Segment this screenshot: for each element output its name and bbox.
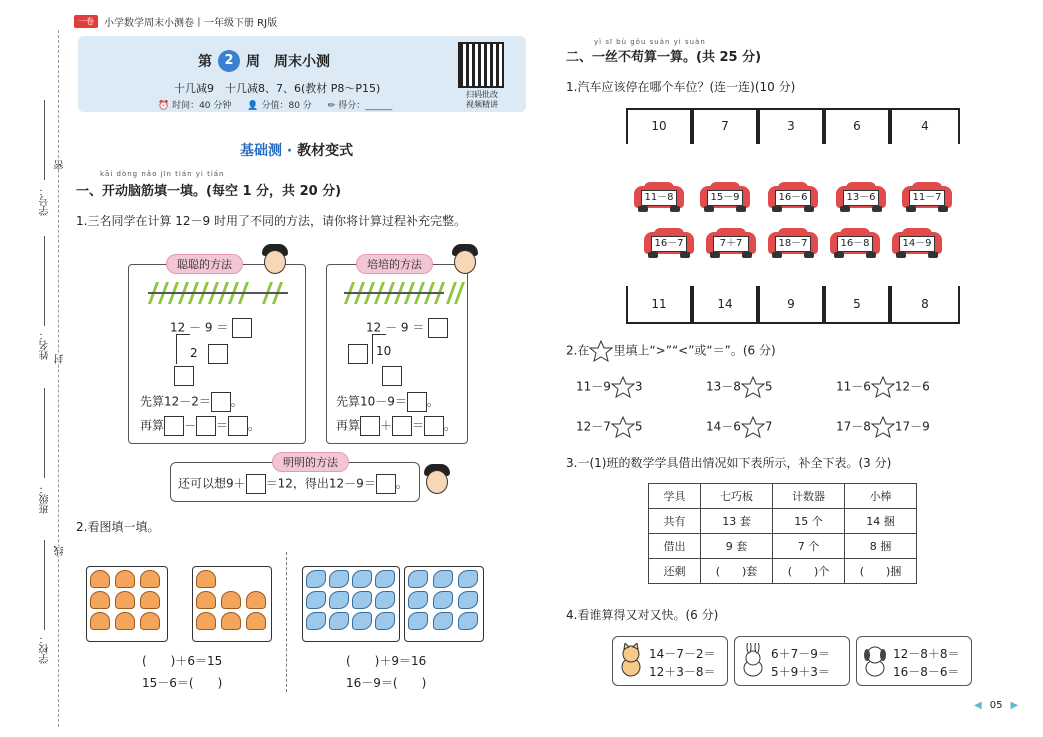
name-field[interactable] [44,236,45,326]
op: － [184,418,197,433]
car[interactable] [892,226,942,258]
compare-item [576,376,643,398]
period: 。 [395,476,408,491]
table-answer-cell[interactable]: ( )套 [701,559,773,584]
car[interactable] [768,226,818,258]
congcong-eq [170,318,252,338]
car-plate: 16－8 [837,236,873,252]
cut-line [58,30,59,727]
dog-icon [861,643,889,677]
star-input[interactable] [871,416,895,438]
slot-top[interactable]: 4 [890,108,960,144]
split-line [372,334,373,364]
shells-group-1 [90,570,162,630]
star-input[interactable] [611,416,635,438]
lhs: 14－6 [706,419,741,434]
table-header-cell: 计数器 [773,484,845,509]
slot-top[interactable]: 3 [758,108,824,144]
got-text: 得分：______ [338,101,393,111]
peipei-avatar [452,244,478,274]
car-plate: 16－6 [775,190,811,206]
answer-box[interactable] [392,416,412,436]
top-bar [74,14,277,29]
school-label: 学校： [40,634,51,664]
answer-box[interactable] [228,416,248,436]
table-header-row [649,484,917,509]
loan-table [648,483,917,584]
part2-q1: 1.汽车应该停在哪个车位？(连一连)(10 分) [566,80,796,94]
car[interactable] [644,226,694,258]
table-cell: 借出 [649,534,701,559]
compare-item [836,376,930,398]
period: 。 [248,418,261,433]
car-plate: 13－6 [843,190,879,206]
slot-bottom[interactable]: 11 [626,286,692,322]
page-footer [974,700,1018,711]
rhs: 7 [764,419,773,434]
table-cell: 13 套 [701,509,773,534]
part1-pinyin: kāi dòng nǎo jīn tián yi tián [100,170,225,178]
fill-b2: 16－9＝( ) [346,676,427,690]
q2-pre: 2.在 [566,343,590,358]
rhs: 5 [764,379,773,394]
congcong-step1 [140,392,243,412]
rhs: 17－9 [894,419,930,434]
car[interactable] [700,180,750,212]
got-info: ✏ 得分：______ [327,101,393,111]
section-label [240,140,353,160]
congcong-split: 2 [190,346,198,360]
mingming-pill: 明明的方法 [272,452,349,472]
congcong-eq-text: 12 － 9 ＝ [170,320,229,335]
section-label-sep: · [286,143,293,159]
header-meta [158,98,392,111]
student-id-field[interactable] [44,100,45,180]
table-header-cell: 学具 [649,484,701,509]
table-answer-cell[interactable]: ( )捆 [845,559,917,584]
time-text: 时间：40 分钟 [172,101,232,111]
answer-box[interactable] [407,392,427,412]
answer-box[interactable] [376,474,396,494]
calc-line: 16－8－6＝ [893,665,960,679]
lhs: 12－7 [576,419,611,434]
car-plate: 7＋7 [713,236,749,252]
qr-caption: 扫码批改 视频精讲 [466,90,498,109]
section-label-a: 基础测 [240,143,282,159]
answer-box[interactable] [211,392,231,412]
congcong-sticks [148,282,298,304]
school-field[interactable] [44,540,45,630]
peipei-pill: 培培的方法 [356,254,433,274]
part2-q4: 4.看谁算得又对又快。(6 分) [566,608,719,622]
section-label-b: 教材变式 [297,143,354,159]
car-plate: 11－8 [641,190,677,206]
score-text: 分值：80 分 [261,101,312,111]
qr-code[interactable] [458,42,504,88]
answer-box[interactable] [382,366,402,386]
lhs: 11－9 [576,379,611,394]
slot-top[interactable]: 7 [692,108,758,144]
divider [286,552,287,692]
book-title: 小学数学周末小测卷丨一年级下册 RJ版 [104,18,278,29]
compare-item [836,416,930,438]
seal-mark-1: 密 [55,160,66,170]
car-plate: 16－7 [651,236,687,252]
car-plate: 11－7 [909,190,945,206]
calc-card-dog [856,636,972,686]
step2-text: 再算 [336,418,361,433]
student-id-label: 学号： [40,186,51,216]
slot-bottom[interactable]: 8 [890,286,960,322]
answer-box[interactable] [428,318,448,338]
table-cell: 14 捆 [845,509,917,534]
car-plate: 15－9 [707,190,743,206]
car[interactable] [634,180,684,212]
car[interactable] [706,226,756,258]
part1-title: 一、开动脑筋填一填。(每空 1 分，共 20 分) [76,184,342,199]
time-info: ⏰ 时间：40 分钟 [158,101,232,111]
header-title [198,50,330,72]
table-header-cell: 小棒 [845,484,917,509]
op: ＋ [380,418,393,433]
congcong-pill: 聪聪的方法 [166,254,243,274]
answer-box[interactable] [174,366,194,386]
answer-box[interactable] [348,344,368,364]
title-suffix: 周 周末小测 [246,54,330,70]
name-label: 姓名： [40,330,51,360]
calc-line: 5＋9＋3＝ [771,665,830,679]
seal-mark-2: 封 [55,354,66,364]
step1-text: 先算12－2＝ [140,394,211,409]
peipei-sticks [344,282,464,304]
table-row [649,534,917,559]
table-cell: 7 个 [773,534,845,559]
rhs: 3 [634,379,643,394]
step1-text: 先算10－9＝ [336,394,407,409]
mingming-avatar [424,464,450,494]
q2-post: 里填上“>”“<”或“＝”。(6 分) [613,343,776,358]
congcong-avatar [262,244,288,274]
peipei-step2 [336,416,456,436]
peipei-eq [366,318,448,338]
peipei-step1 [336,392,439,412]
answer-box[interactable] [424,416,444,436]
table-cell: 9 套 [701,534,773,559]
compare-item [576,416,643,438]
op: ＝ [216,418,229,433]
star-input[interactable] [741,376,765,398]
rabbit-icon [739,643,767,677]
car-plate: 14－9 [899,236,935,252]
part1-q2: 2.看图填一填。 [76,520,160,534]
part2-q2 [566,340,776,362]
table-cell: 共有 [649,509,701,534]
book-tag: 一卷 [74,15,98,28]
slot-bottom[interactable]: 5 [824,286,890,322]
page-number: 05 [989,700,1003,711]
part2-title: 二、一丝不苟算一算。(共 25 分) [566,50,762,65]
star-input[interactable] [611,376,635,398]
seal-mark-3: 线 [55,546,66,556]
star-input[interactable] [871,376,895,398]
mingming-pre: 还可以想9＋ [178,476,246,491]
table-answer-cell[interactable]: ( )个 [773,559,845,584]
car[interactable] [902,180,952,212]
slot-top[interactable]: 10 [626,108,692,144]
step2-text: 再算 [140,418,165,433]
calc-line: 6＋7－9＝ [771,647,830,661]
calc-line: 12－8＋8＝ [893,647,960,661]
slot-bottom[interactable]: 9 [758,286,824,322]
compare-item [706,376,773,398]
mingming-eq [178,474,408,494]
binding-strip [0,0,70,737]
congcong-step2 [140,416,260,436]
car[interactable] [768,180,818,212]
header-panel [78,36,526,112]
next-arrow-icon[interactable]: ▶ [1010,700,1019,711]
split-line [176,334,177,364]
class-label: 班级： [40,484,51,514]
period: 。 [426,394,439,409]
table-cell: 还剩 [649,559,701,584]
shells-group-3 [306,570,395,630]
lhs: 17－8 [836,419,871,434]
compare-item [706,416,773,438]
parking-bottom-border [626,322,960,324]
car-plate: 18－7 [775,236,811,252]
answer-box[interactable] [232,318,252,338]
slot-bottom[interactable]: 14 [692,286,758,322]
shells-group-4 [408,570,480,630]
mingming-mid: ＝12，得出12－9＝ [265,476,376,491]
class-field[interactable] [44,388,45,478]
star-input[interactable] [741,416,765,438]
part2-pinyin: yì sī bù gǒu suàn yi suàn [594,38,706,46]
period: 。 [230,394,243,409]
table-header-cell: 七巧板 [701,484,773,509]
table-cell: 15 个 [773,509,845,534]
calc-card-rabbit [734,636,850,686]
part1-q1: 1.三名同学在计算 12－9 时用了不同的方法，请你将计算过程补充完整。 [76,214,466,228]
answer-box[interactable] [196,416,216,436]
lhs: 11－6 [836,379,871,394]
table-cell: 8 捆 [845,534,917,559]
split-line [176,334,190,335]
part2-q3: 3.一(1)班的数学学具借出情况如下表所示，补全下表。(3 分) [566,456,892,470]
peipei-eq-text: 12 － 9 ＝ [366,320,425,335]
fill-b1: ( )＋9＝16 [346,654,427,668]
title-prefix: 第 [198,54,212,70]
answer-box[interactable] [164,416,184,436]
calc-line: 12＋3－8＝ [649,665,716,679]
calc-line: 14－7－2＝ [649,647,716,661]
prev-arrow-icon[interactable]: ◀ [974,700,982,711]
score-info: 👤 分值：80 分 [247,101,312,111]
lhs: 13－8 [706,379,741,394]
header-subtitle: 十几减9 十几减8、7、6(教材 P8～P15) [174,82,381,95]
answer-box[interactable] [208,344,228,364]
car[interactable] [830,226,880,258]
table-row [649,509,917,534]
answer-box[interactable] [246,474,266,494]
calc-card-cat [612,636,728,686]
peipei-split: 10 [376,344,392,358]
table-row [649,559,917,584]
cat-icon [617,643,645,677]
rhs: 5 [634,419,643,434]
slot-top[interactable]: 6 [824,108,890,144]
shells-group-2 [196,570,268,630]
split-line [372,334,386,335]
op: ＝ [412,418,425,433]
car[interactable] [836,180,886,212]
fill-a1: ( )＋6＝15 [142,654,223,668]
star-icon [589,340,613,362]
week-number-badge: 2 [218,50,240,72]
answer-box[interactable] [360,416,380,436]
period: 。 [444,418,457,433]
fill-a2: 15－6＝( ) [142,676,223,690]
rhs: 12－6 [894,379,930,394]
